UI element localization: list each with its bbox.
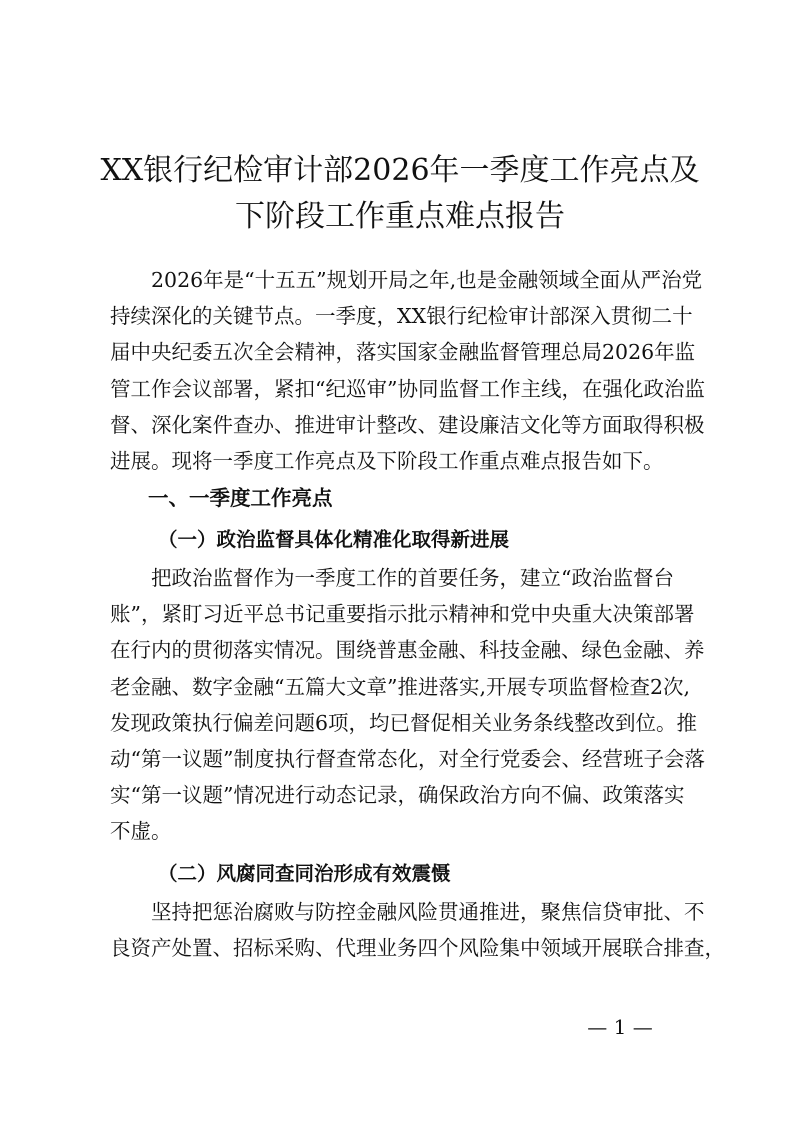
document-title [100, 148, 700, 240]
subsection-heading-2: （二）风腐同查同治形成有效震慑 [158, 862, 451, 885]
intro-paragraph [110, 262, 705, 479]
section-heading-1: 一、一季度工作亮点 [148, 486, 333, 510]
paragraph-line: 良资产处置、招标采购、代理业务四个风险集中领域开展联合排查， [110, 936, 725, 961]
page-number: — 1 — [587, 1015, 653, 1039]
paragraph-line: 坚持把惩治腐败与防控金融风险贯通推进，聚焦信贷审批、不 [110, 900, 705, 924]
subsection-2-paragraph [110, 894, 725, 966]
intro-line: 持续深化的关键节点。一季度，XX银行纪检审计部深入贯彻二十 [110, 304, 693, 329]
subsection-heading-1: （一）政治监督具体化精准化取得新进展 [158, 528, 510, 551]
paragraph-line: 在行内的贯彻落实情况。围绕普惠金融、科技金融、绿色金融、养 [110, 638, 705, 663]
intro-line: 届中央纪委五次全会精神，落实国家金融监督管理总局2026年监 [110, 340, 696, 365]
paragraph-line: 实“第一议题”情况进行动态记录，确保政治方向不偏、政策落实 [110, 783, 685, 808]
title-line-1: XX银行纪检审计部2026年一季度工作亮点及 [100, 153, 700, 188]
intro-line: 2026年是“十五五”规划开局之年,也是金融领域全面从严治党 [110, 268, 703, 292]
paragraph-line: 动“第一议题”制度执行督查常态化，对全行党委会、经营班子会落 [110, 746, 705, 771]
intro-line: 督、深化案件查办、推进审计整改、建设廉洁文化等方面取得积极 [110, 412, 705, 437]
paragraph-line: 发现政策执行偏差问题6项，均已督促相关业务条线整改到位。推 [110, 710, 698, 735]
paragraph-line: 把政治监督作为一季度工作的首要任务，建立“政治监督台 [110, 566, 674, 590]
paragraph-line: 账”，紧盯习近平总书记重要指示批示精神和党中央重大决策部署 [110, 602, 695, 627]
intro-line: 进展。现将一季度工作亮点及下阶段工作重点难点报告如下。 [110, 448, 664, 473]
title-line-2: 下阶段工作重点难点报告 [235, 199, 565, 234]
paragraph-line: 老金融、数字金融“五篇大文章”推进落实,开展专项监督检查2次, [110, 674, 691, 699]
subsection-1-paragraph [110, 560, 705, 850]
intro-line: 管工作会议部署，紧扣“纪巡审”协同监督工作主线，在强化政治监 [110, 376, 705, 401]
paragraph-line: 不虚。 [110, 819, 172, 844]
